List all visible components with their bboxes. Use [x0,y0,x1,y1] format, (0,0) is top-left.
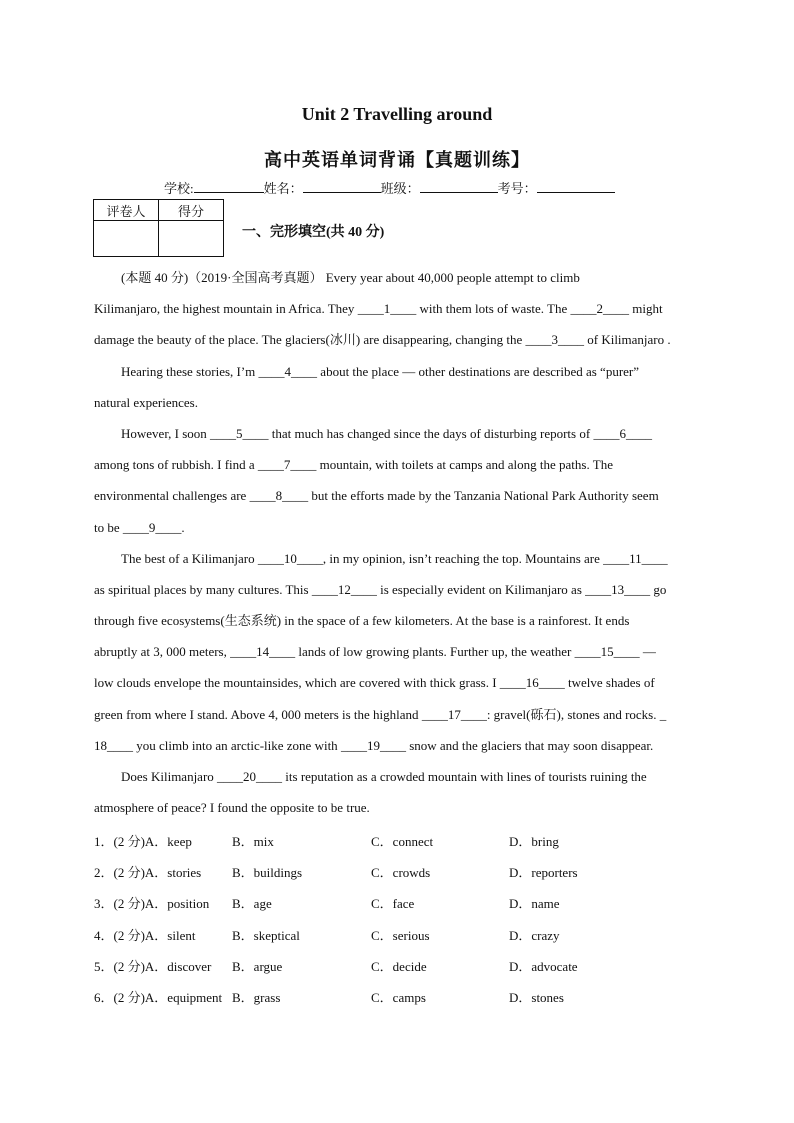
blank-19[interactable]: ____19____ [340,737,406,753]
passage-text: green from where I stand. Above 4, 000 meters is the highland [94,706,422,722]
question-4-option-b[interactable]: B．skeptical [232,928,300,943]
blank-1[interactable]: ____1____ [357,301,417,317]
question-5-option-c[interactable]: C．decide [371,959,427,974]
passage-text: its reputation as a crowded mountain with lines of tourists ruining the [282,769,647,784]
score-cell[interactable] [159,221,224,257]
question-2-option-a[interactable]: 2．(2 分)A．stories [94,865,202,880]
passage-text: environmental challenges are [94,488,250,504]
passage-text: Does Kilimanjaro [121,769,218,784]
blank-12[interactable]: ____12____ [311,581,377,597]
passage-text: about the place — other destinations are described as “purer” [317,363,640,379]
passage-text: Kilimanjaro, the highest mountain in Africa. They [94,301,358,317]
school-label: 学校: [164,181,194,196]
blank-20[interactable]: ____20____ [217,769,283,784]
passage-text: among tons of rubbish. I find a [94,457,258,473]
blank-14[interactable]: ____14____ [230,644,296,660]
passage-text: , in my opinion, isn’t reaching the top. Mountains are [322,550,604,566]
blank-16[interactable]: ____16____ [499,675,565,691]
blank-13[interactable]: ____13____ [585,581,651,597]
question-2-option-b[interactable]: B．buildings [232,865,303,880]
question-3-option-c[interactable]: C．face [371,896,415,911]
score-header: 得分 [159,200,224,221]
question-6-option-c[interactable]: C．camps [371,990,426,1005]
passage-line [94,730,704,761]
passage-text: that much has changed since the days of disturbing reports of [268,425,594,441]
name-label: 姓名： [263,181,303,196]
passage-text: . [181,519,185,535]
question-4-option-d[interactable]: D．crazy [509,928,560,943]
question-3-option-d[interactable]: D．name [509,896,560,911]
grader-cell[interactable] [94,221,159,257]
blank-5[interactable]: ____5____ [210,425,269,441]
question-6-option-d[interactable]: D．stones [509,990,564,1005]
passage-line [94,293,704,324]
passage-text: (本题 40 分)（2019·全国高考真题） Every year about 40,000 people attempt to climb [121,270,580,285]
grader-header: 评卷人 [94,200,159,221]
blank-18[interactable]: 18____ [94,737,133,753]
passage-line [94,449,704,480]
question-1-option-d[interactable]: D．bring [509,834,559,849]
passage-line [94,792,704,823]
section-title: 一、完形填空(共 40 分) [242,225,385,240]
exam-no-label: 考号： [497,181,537,196]
passage-text: twelve shades of [564,675,655,691]
passage-text: as spiritual places by many cultures. This [94,581,312,597]
passage-text: snow and the glaciers that may soon disappear. [405,737,654,753]
passage-line [94,512,704,543]
blank-9[interactable]: ____9____ [122,519,182,535]
passage-line [94,636,704,667]
blank-17[interactable]: ____17____ [421,706,487,722]
passage-line [94,480,704,511]
question-3-option-b[interactable]: B．age [232,896,272,911]
passage-line [94,356,704,387]
passage-text: : gravel(砾石), stones and rocks. _ [486,706,667,722]
document-subtitle: 高中英语单词背诵【真题训练】 [264,150,530,170]
blank-6[interactable]: ____6____ [593,425,652,441]
passage-line [94,324,704,355]
passage-text: is especially evident on Kilimanjaro as [376,581,586,597]
class-field[interactable] [420,179,498,193]
question-2-option-c[interactable]: C．crowds [371,865,431,880]
passage-line [94,761,704,792]
passage-line [94,543,704,574]
passage-text: might [628,301,663,317]
passage-text: of Kilimanjaro . [583,332,671,348]
question-4-option-c[interactable]: C．serious [371,928,430,943]
passage-text: with them lots of waste. The [416,301,571,317]
name-field[interactable] [303,179,381,193]
question-6-option-a[interactable]: 6．(2 分)A．equipment [94,990,223,1005]
question-1-option-c[interactable]: C．connect [371,834,434,849]
passage-text: The best of a Kilimanjaro [121,550,258,566]
blank-2[interactable]: ____2____ [570,301,629,317]
question-5-option-a[interactable]: 5．(2 分)A．discover [94,959,212,974]
passage-text: mountain, with toilets at camps and along the paths. The [316,457,613,473]
school-field[interactable] [194,179,264,193]
passage-text: through five ecosystems(生态系统) in the space of a few kilometers. At the base is a rainforest. It ends [94,613,630,629]
passage-text: to be [94,519,123,535]
passage-line [94,605,704,636]
blank-8[interactable]: ____8____ [249,488,309,504]
blank-15[interactable]: ____15____ [574,644,640,660]
question-4-option-a[interactable]: 4．(2 分)A．silent [94,928,196,943]
passage-line [94,418,704,449]
passage-text: lands of low growing plants. Further up, the weather [295,644,575,660]
passage-line [94,574,704,605]
exam-no-field[interactable] [537,179,615,193]
passage-text: — [639,644,656,660]
passage-line [94,262,704,293]
question-5-option-d[interactable]: D．advocate [509,959,578,974]
passage-text: natural experiences. [94,394,198,410]
passage-line [94,699,704,730]
blank-10[interactable]: ____10____ [257,550,323,566]
blank-11[interactable]: ____11____ [603,550,668,566]
passage-text: you climb into an arctic-like zone with [133,737,341,753]
question-2-option-d[interactable]: D．reporters [509,865,578,880]
passage-line [94,667,704,698]
passage-text: Hearing these stories, I’m [121,363,259,379]
passage-text: but the efforts made by the Tanzania National Park Authority seem [308,488,659,504]
blank-4[interactable]: ____4____ [258,363,318,379]
question-1-option-a[interactable]: 1．(2 分)A．keep [94,834,192,849]
blank-3[interactable]: ____3____ [525,332,584,348]
passage-text: low clouds envelope the mountainsides, which are covered with thick grass. I [94,675,500,691]
question-3-option-a[interactable]: 3．(2 分)A．position [94,896,210,911]
passage-text: However, I soon [121,425,211,441]
student-info-line [164,178,615,197]
grading-table [93,199,224,257]
blank-7[interactable]: ____7____ [257,457,317,473]
question-1-option-b[interactable]: B．mix [232,834,274,849]
passage-text: atmosphere of peace? I found the opposite to be true. [94,800,370,816]
cloze-passage [94,262,704,823]
passage-text: abruptly at 3, 000 meters, [94,644,231,660]
passage-text: damage the beauty of the place. The glaciers(冰川) are disappearing, changing the [94,332,526,348]
passage-line [94,387,704,418]
question-6-option-b[interactable]: B．grass [232,990,281,1005]
class-label: 班级： [380,181,420,196]
question-5-option-b[interactable]: B．argue [232,959,283,974]
passage-text: go [650,581,667,597]
document-title: Unit 2 Travelling around [301,104,493,124]
